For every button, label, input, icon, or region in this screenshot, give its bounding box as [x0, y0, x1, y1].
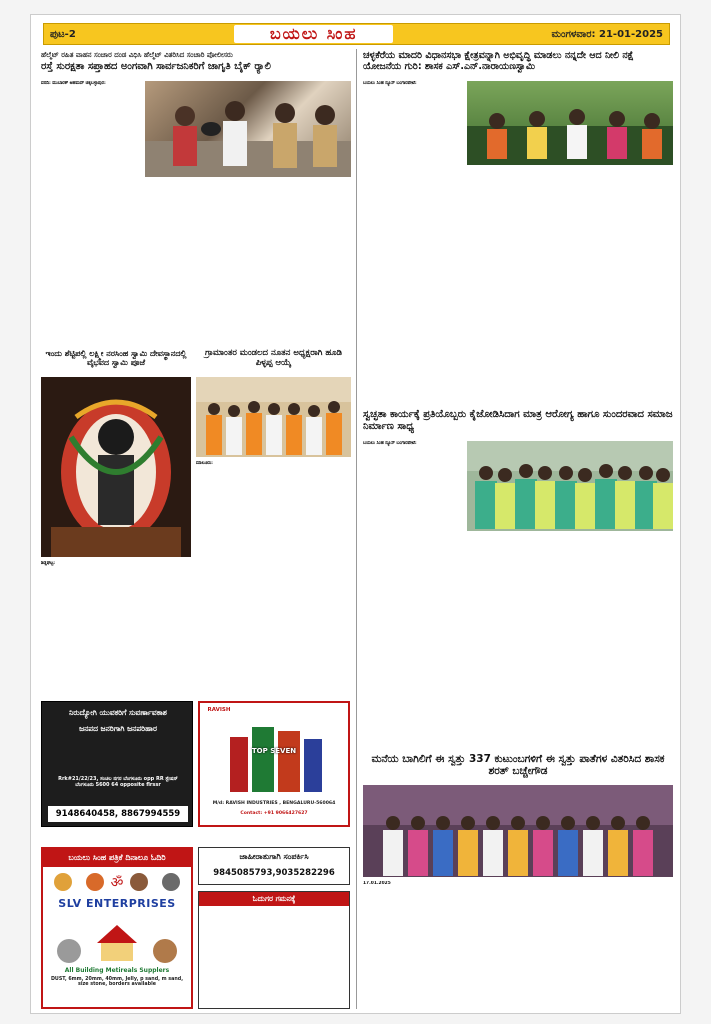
story-helmet-column-3 [251, 181, 351, 341]
story-sharath-dateline: 17.01.2025 [363, 881, 391, 886]
newspaper-page [30, 14, 681, 1014]
story-mla-column-3 [573, 169, 673, 359]
deity-icons [51, 871, 183, 893]
masthead [43, 23, 670, 45]
story-helmet-column-2 [145, 181, 245, 341]
story-clean-headline: ಸ್ವಚ್ಛತಾ ಕಾರ್ಯಕ್ಕೆ ಪ್ರತಿಯೊಬ್ಬರು ಕೈಜೋಡಿಸಿದಾಗ ಮಾತ್ರ ಆರೋಗ್ಯ ಹಾಗೂ ಸುಂದರವಾದ ಸಮಾಜ ನಿರ್ಮಾಣ ಸಾಧ್ಯ [363, 409, 673, 432]
story-sharath-headline: ಮನೆಯ ಬಾಗಿಲಿಗೆ ಈ ಸ್ವತ್ತು 337 ಕುಟುಂಬಗಳಿಗೆ ಈ ಸ್ವತ್ತು ಪಾತೆಗಳ ವಿತರಿಸಿದ ಶಾಸಕ ಶರತ್ ಬಚ್ಚೇಗೌಡ [371, 753, 665, 778]
story-clean-column-2 [467, 535, 567, 749]
ad-slv [41, 847, 193, 1009]
issue-date: ಮಂಗಳವಾರ: 21-01-2025 [551, 28, 663, 40]
ad-contact-title: ಜಾಹೀರಾತುಗಾಗಿ ಸಂಪರ್ಕಿಸಿ [239, 852, 309, 861]
helmet-rally-photo [145, 81, 351, 177]
cleanliness-drive-photo [467, 441, 673, 531]
ad-ravish-brand: RAVISH [207, 707, 231, 713]
svg-text:ॐ: ॐ [110, 875, 124, 891]
ad-jobs-phone: 9148640458, 8867994559 [48, 806, 188, 822]
story-helmet-column-1 [41, 81, 141, 341]
story-temple-body [41, 561, 191, 689]
ad-ravish [198, 701, 350, 827]
ad-contact-phones: 9845085793,9035282296 [213, 868, 335, 878]
ad-subscribe-title: ಬಯಲು ಸಿಂಹ ಪತ್ರಿಕೆ ದಿನಾಲೂ ಓದಿರಿ [43, 849, 191, 867]
ad-readers-title: ಓದುಗರ ಗಮನಕ್ಕೆ [199, 892, 349, 906]
story-temple-headline: ಇಂದು ಶೆಟ್ಟಿಪಲ್ಲಿ ಲಕ್ಷ್ಮೀ ನರಸಿಂಹ ಸ್ವಾಮಿ ದೇವಸ್ಥಾನದಲ್ಲಿ ವೈಭವದ ಸ್ವಾಮಿ ಪೂಜೆ [45, 349, 187, 368]
story-mla-headline: ಚಳ್ಳಕೆರೆಯ ಮಾದರಿ ವಿಧಾನಸಭಾ ಕ್ಷೇತ್ರವನ್ನಾಗಿ ಅಭಿವೃದ್ಧಿ ಮಾಡಲು ನನ್ನದೇ ಆದ ನೀಲಿ ನಕ್ಷೆ ಯೋಜನೆಯ ಗುರಿ: ಶಾಸಕ ಎಸ್.ಎನ್.ನಾರಾಯಣಸ್ವಾಮಿ [363, 51, 634, 72]
ad-slv-items: DUST, 6mm, 20mm, 40mm, Jelly, p sand, m sand, size stone, borders available [50, 977, 184, 987]
ad-ravish-contact: Contact: +91 9066427627 [240, 811, 308, 816]
story-panchayat-body [196, 461, 351, 689]
mla-event-photo [467, 81, 673, 165]
ad-jobs-line1: ನಿರುದ್ಯೋಗಿ ಯುವಕರಿಗೆ ಸುವರ್ಣಾವಕಾಶ [69, 708, 167, 717]
story-mla-column-1 [363, 81, 463, 361]
story-mla-byline: ಬಯಲು ಸಿಂಹ ನ್ಯೂಸ್ ಬಂಗಾರಪೇಟೆ: [363, 81, 417, 86]
property-distribution-photo [363, 785, 673, 877]
ad-readers-body [203, 910, 345, 1006]
story-temple [41, 349, 191, 689]
page-label: ಪುಟ-2 [50, 28, 76, 40]
ad-slv-tagline: All Building Metireals Supplers [64, 967, 170, 974]
building-materials-image [53, 913, 181, 965]
ad-contact [198, 847, 350, 885]
story-clean-byline: ಬಯಲು ಸಿಂಹ ನ್ಯೂಸ್ ಬಂಗಾರಪೇಟೆ: [363, 441, 417, 446]
ad-ravish-product: TOP SEVEN [251, 747, 297, 755]
column-divider [356, 49, 357, 1009]
ad-readers [198, 891, 350, 1009]
story-clean-column-1 [363, 441, 463, 749]
ad-jobs [41, 701, 193, 827]
panchayat-felicitation-photo [196, 377, 351, 457]
ad-ravish-company: M/d: RAVISH INDUSTRIES , BENGALURU-560064 [212, 801, 336, 806]
story-helmet-byline: ವರದಿ: ಮುಬಾರಕ್ ಅಹಮದ್ ಚಿಕ್ಕಬಳ್ಳಾಪುರ: [41, 81, 106, 86]
story-clean-column-3 [573, 535, 673, 749]
story-helmet [41, 51, 351, 341]
story-panchayat-byline: ಮಾಲೂರು: [196, 461, 213, 466]
story-sharath [363, 753, 673, 1011]
ravish-product-image [220, 717, 330, 797]
ad-slv-name: SLV ENTERPRISES [58, 897, 176, 910]
story-panchayat-headline: ಗ್ರಾಮಾಂತರ ಮಂಡಲದ ನೂತನ ಅಧ್ಯಕ್ಷರಾಗಿ ಹೂಡಿ ಪಿಳ್ಳಪ್ಪ ಆಯ್ಕೆ [205, 349, 342, 368]
ad-jobs-line2: ಜನಪದ ಜನರಿಗಾಗಿ ಜನಪರಿಹಾರ [79, 724, 157, 733]
paper-name: ಬಯಲು ಸಿಂಹ [234, 25, 394, 43]
story-mla-column-2 [467, 169, 567, 359]
story-clean [363, 409, 673, 749]
story-mla [363, 51, 673, 361]
story-panchayat [196, 349, 351, 689]
story-helmet-headline: ರಸ್ತೆ ಸುರಕ್ಷತಾ ಸಪ್ತಾಹದ ಅಂಗವಾಗಿ ಸಾರ್ವಜನಿಕರಿಗೆ ಜಾಗೃತಿ ಬೈಕ್ ರ್‍ಯಾಲಿ [41, 61, 271, 73]
story-sharath-body [363, 881, 673, 1011]
ad-jobs-address: Rrk#21/22/23, ಸಂಚಲ ನಗರ ಬೆಂಗಳೂರು opp RR ಸ್ಟೇಷನ್ ಬೆಂಗಳೂರು 5600 64 opposite flrssr [58, 776, 178, 788]
temple-deity-photo [41, 377, 191, 557]
story-helmet-kicker: ಹೆಲ್ಮೆಟ್ ರಹಿತ ವಾಹನ ಸಂಚಾರ ದಂಡ ವಿಧಿಸಿ ಹೆಲ್ಮೆಟ್ ವಿತರಿಸಿದ ಸಂಚಾರಿ ಪೋಲೀಸರು [41, 51, 233, 59]
story-temple-byline: ಶಿಡ್ಲಘಟ್ಟ: [41, 561, 55, 566]
